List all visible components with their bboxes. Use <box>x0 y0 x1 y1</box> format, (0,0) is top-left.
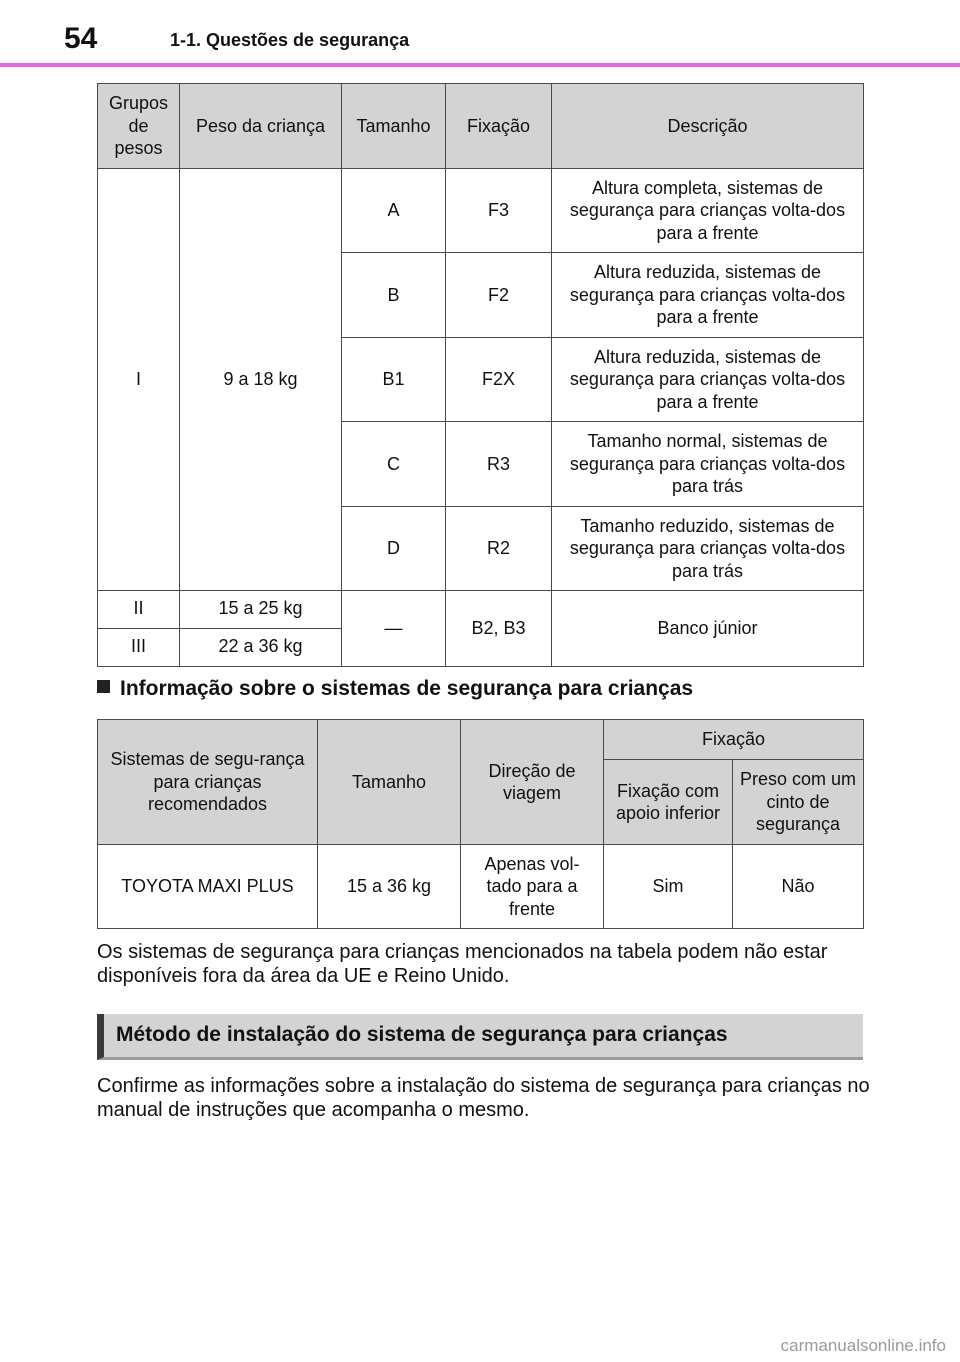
section-banner <box>97 1014 863 1060</box>
watermark: carmanualsonline.info <box>780 1336 946 1355</box>
lower-anchor-cell: Sim <box>604 845 733 929</box>
description-cell: Tamanho normal, sistemas de segurança para crianças volta-dos para trás <box>552 422 864 507</box>
fixation-cell: R2 <box>446 507 552 591</box>
fixation-cell: R3 <box>446 422 552 507</box>
header-size: Tamanho <box>318 720 461 845</box>
table-row <box>98 169 864 253</box>
header-divider <box>0 63 960 67</box>
header-seat-belt: Preso com um cinto de segurança <box>733 760 864 845</box>
recommended-seat-table <box>97 719 864 929</box>
header-fixation: Fixação <box>604 720 864 760</box>
size-cell: B1 <box>342 338 446 422</box>
fixation-cell: F2X <box>446 338 552 422</box>
page-number: 54 <box>64 22 98 55</box>
installation-note: Confirme as informações sobre a instalação do sistema de segurança para crianças no manual de instruções que acompanha o mesmo. <box>97 1075 870 1121</box>
seat-belt-cell: Não <box>733 845 864 929</box>
header-fixation: Fixação <box>446 84 552 169</box>
group-cell: III <box>98 629 180 667</box>
description-cell: Altura completa, sistemas de segurança para crianças volta-dos para a frente <box>552 169 864 253</box>
banner-title: Método de instalação do sistema de segurança para crianças <box>116 1023 728 1046</box>
header-child-weight: Peso da criança <box>180 84 342 169</box>
fixation-cell: F2 <box>446 253 552 338</box>
description-cell: Altura reduzida, sistemas de segurança para crianças volta-dos para a frente <box>552 253 864 338</box>
size-cell: 15 a 36 kg <box>318 845 461 929</box>
direction-cell: Apenas vol-tado para a frente <box>461 845 604 929</box>
size-cell: B <box>342 253 446 338</box>
header-description: Descrição <box>552 84 864 169</box>
header-lower-anchor: Fixação com apoio inferior <box>604 760 733 845</box>
table-row <box>98 591 864 629</box>
size-cell: D <box>342 507 446 591</box>
table-header-row <box>98 720 864 760</box>
system-cell: TOYOTA MAXI PLUS <box>98 845 318 929</box>
header-weight-group: Grupos de pesos <box>98 84 180 169</box>
weight-group-table <box>97 83 864 667</box>
table-header-row <box>98 84 864 169</box>
description-cell: Tamanho reduzido, sistemas de segurança para crianças volta-dos para trás <box>552 507 864 591</box>
page-header <box>0 0 960 68</box>
subheading-text: Informação sobre o sistemas de segurança para crianças <box>120 677 694 700</box>
header-system: Sistemas de segu-rança para crianças recomendados <box>98 720 318 845</box>
size-cell: — <box>342 591 446 667</box>
header-direction: Direção de viagem <box>461 720 604 845</box>
availability-note: Os sistemas de segurança para crianças mencionados na tabela podem não estar disponíveis fora da área da UE e Reino Unido. <box>97 941 828 987</box>
description-cell: Banco júnior <box>552 591 864 667</box>
weight-cell: 22 a 36 kg <box>180 629 342 667</box>
fixation-cell: B2, B3 <box>446 591 552 667</box>
section-title: 1-1. Questões de segurança <box>170 30 410 50</box>
header-size: Tamanho <box>342 84 446 169</box>
size-cell: C <box>342 422 446 507</box>
table-row <box>98 845 864 929</box>
subheading <box>97 677 693 701</box>
weight-cell: 9 a 18 kg <box>180 169 342 591</box>
description-cell: Altura reduzida, sistemas de segurança para crianças volta-dos para a frente <box>552 338 864 422</box>
group-cell: I <box>98 169 180 591</box>
group-cell: II <box>98 591 180 629</box>
weight-cell: 15 a 25 kg <box>180 591 342 629</box>
size-cell: A <box>342 169 446 253</box>
fixation-cell: F3 <box>446 169 552 253</box>
square-bullet-icon <box>97 680 110 693</box>
